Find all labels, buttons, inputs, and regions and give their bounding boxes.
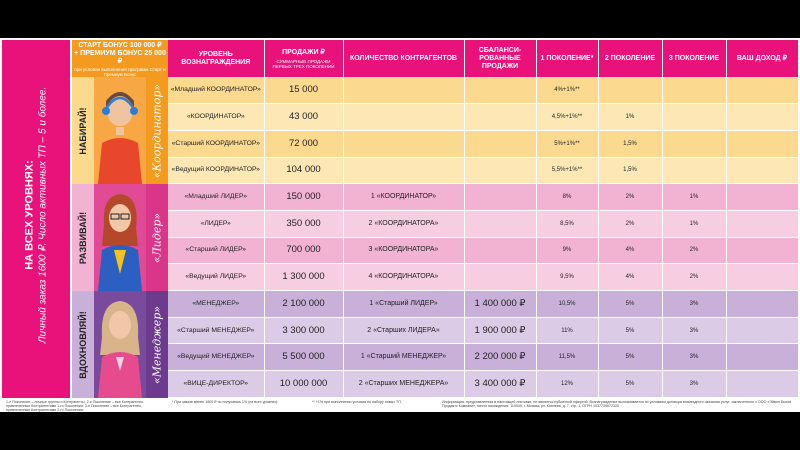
header-gen3: 3 ПОКОЛЕНИЕ	[662, 40, 726, 77]
footer-generations: 1-е Поколение – личные группы и Контрагенты. 2-е Поколение – все Контрагенты, привлеченные Контрагентами 1-го Поколения. 3-е Поколение – все Контрагенты, привлеченные Контрагентами 2-го Поколения.	[6, 400, 144, 412]
header-balanced: СБАЛАНСИ-РОВАННЫЕ ПРОДАЖИ	[464, 40, 536, 77]
gen2-cell: 5%	[598, 371, 662, 398]
banner-headline: НА ВСЕХ УРОВНЯХ:	[23, 160, 36, 270]
sales-cell: 350 000	[264, 210, 343, 237]
sales-cell: 15 000	[264, 77, 343, 104]
balanced-sales-cell	[464, 157, 536, 184]
gen3-cell	[662, 77, 726, 104]
gen2-cell: 4%	[598, 237, 662, 264]
tier-leader	[72, 184, 168, 291]
income-cell	[726, 344, 798, 371]
balanced-sales-cell	[464, 210, 536, 237]
balanced-sales-cell	[464, 264, 536, 291]
tier-action-label: РАЗВИВАЙ!	[72, 184, 94, 291]
contractors-cell	[343, 130, 464, 157]
gen3-cell: 3%	[662, 291, 726, 318]
start-bonus-label: СТАРТ БОНУС 100 000 ₽	[78, 42, 162, 49]
header-level: УРОВЕНЬ ВОЗНАГРАЖДЕНИЯ	[168, 40, 264, 77]
table-row	[168, 130, 798, 157]
sales-cell: 700 000	[264, 237, 343, 264]
gen3-cell: 1%	[662, 184, 726, 211]
sales-cell: 3 300 000	[264, 317, 343, 344]
table-row	[168, 237, 798, 264]
level-cell: «ЛИДЕР»	[168, 210, 264, 237]
gen3-cell: 1%	[662, 210, 726, 237]
income-cell	[726, 317, 798, 344]
promo-bonus-header	[72, 40, 168, 77]
level-cell: «Младший ЛИДЕР»	[168, 184, 264, 211]
income-cell	[726, 210, 798, 237]
level-cell: «Младший КООРДИНАТОР»	[168, 77, 264, 104]
gen1-cell: 5%+1%**	[536, 130, 598, 157]
gen3-cell: 2%	[662, 237, 726, 264]
gen3-cell	[662, 104, 726, 131]
level-cell: «Ведущий МЕНЕДЖЕР»	[168, 344, 264, 371]
gen2-cell: 1,5%	[598, 157, 662, 184]
income-cell	[726, 130, 798, 157]
level-cell: «КООРДИНАТОР»	[168, 104, 264, 131]
gen1-cell: 4,5%+1%**	[536, 104, 598, 131]
gen2-cell: 1%	[598, 104, 662, 131]
header-gen2: 2 ПОКОЛЕНИЕ	[598, 40, 662, 77]
balanced-sales-cell	[464, 237, 536, 264]
tier-script-label: «Координатор»	[146, 77, 168, 184]
contractors-cell	[343, 157, 464, 184]
income-cell	[726, 291, 798, 318]
table-row	[168, 264, 798, 291]
sales-cell: 43 000	[264, 104, 343, 131]
gen2-cell: 5%	[598, 344, 662, 371]
sales-cell: 72 000	[264, 130, 343, 157]
gen2-cell: 4%	[598, 264, 662, 291]
gen3-cell	[662, 157, 726, 184]
reward-table	[168, 40, 799, 398]
compensation-plan-sheet	[0, 38, 800, 412]
level-cell: «Старший ЛИДЕР»	[168, 237, 264, 264]
premium-bonus-label: + ПРЕМИУМ БОНУС 25 000 ₽	[74, 50, 166, 65]
gen2-cell: 1,5%	[598, 130, 662, 157]
gen2-cell: 5%	[598, 317, 662, 344]
gen1-cell: 4%+1%**	[536, 77, 598, 104]
table-row	[168, 291, 798, 318]
manager-photo	[94, 291, 146, 398]
sales-cell: 104 000	[264, 157, 343, 184]
table-row	[168, 77, 798, 104]
balanced-sales-cell	[464, 77, 536, 104]
contractors-cell: 1 «Старший МЕНЕДЖЕР»	[343, 344, 464, 371]
income-cell	[726, 237, 798, 264]
gen1-cell: 8,5%	[536, 210, 598, 237]
gen2-cell: 5%	[598, 291, 662, 318]
tier-action-label: ВДОХНОВЛЯЙ!	[72, 291, 94, 398]
promo-condition: при условии выполнения программ Старт и Премиум Бонус	[74, 67, 166, 77]
balanced-sales-cell	[464, 104, 536, 131]
tier-coordinator	[72, 77, 168, 184]
contractors-cell	[343, 77, 464, 104]
table-row	[168, 104, 798, 131]
level-cell: «Старший КООРДИНАТОР»	[168, 130, 264, 157]
contractors-cell: 1 «Старший ЛИДЕР»	[343, 291, 464, 318]
gen2-cell: 2%	[598, 210, 662, 237]
banner-condition: Личный заказ 1600 ₽. Число активных ТП – 5 и более.	[37, 86, 49, 344]
header-contractors: КОЛИЧЕСТВО КОНТРАГЕНТОВ	[343, 40, 464, 77]
sales-cell: 2 100 000	[264, 291, 343, 318]
level-cell: «Старший МЕНЕДЖЕР»	[168, 317, 264, 344]
tier-script-label: «Лидер»	[146, 184, 168, 291]
gen1-cell: 9%	[536, 237, 598, 264]
gen3-cell: 3%	[662, 317, 726, 344]
balanced-sales-cell: 1 400 000 ₽	[464, 291, 536, 318]
table-row	[168, 210, 798, 237]
balanced-sales-cell: 3 400 000 ₽	[464, 371, 536, 398]
income-cell	[726, 157, 798, 184]
sales-cell: 150 000	[264, 184, 343, 211]
header-sales	[264, 40, 343, 77]
contractors-cell: 1 «КООРДИНАТОР»	[343, 184, 464, 211]
header-sales-sub: СУММАРНЫЕ ПРОДАЖИ ПЕРВЫХ ТРЕХ ПОКОЛЕНИЙ	[272, 58, 335, 69]
sales-cell: 5 500 000	[264, 344, 343, 371]
level-cell: «Ведущий КООРДИНАТОР»	[168, 157, 264, 184]
footer-notes	[2, 398, 798, 412]
gen2-cell	[598, 77, 662, 104]
contractors-cell: 3 «КООРДИНАТОРА»	[343, 237, 464, 264]
gen1-cell: 11%	[536, 317, 598, 344]
income-cell	[726, 184, 798, 211]
header-income: ВАШ ДОХОД ₽	[726, 40, 798, 77]
income-cell	[726, 104, 798, 131]
table-header-row	[168, 40, 798, 77]
gen3-cell: 3%	[662, 344, 726, 371]
gen1-cell: 5,5%+1%**	[536, 157, 598, 184]
contractors-cell: 2 «Старших ЛИДЕРА»	[343, 317, 464, 344]
header-sales-label: ПРОДАЖИ ₽	[282, 48, 325, 56]
gen1-cell: 8%	[536, 184, 598, 211]
table-row	[168, 317, 798, 344]
level-cell: «МЕНЕДЖЕР»	[168, 291, 264, 318]
balanced-sales-cell	[464, 184, 536, 211]
banner-text	[24, 87, 49, 343]
balanced-sales-cell: 1 900 000 ₽	[464, 317, 536, 344]
gen1-cell: 9,5%	[536, 264, 598, 291]
gen2-cell: 2%	[598, 184, 662, 211]
footer-note-2: ** +1% при выполнении условия по набору новых ТП.	[312, 400, 402, 404]
contractors-cell	[343, 104, 464, 131]
contractors-cell: 2 «Старших МЕНЕДЖЕРА»	[343, 371, 464, 398]
sales-cell: 1 300 000	[264, 264, 343, 291]
balanced-sales-cell: 2 200 000 ₽	[464, 344, 536, 371]
balanced-sales-cell	[464, 130, 536, 157]
footer-disclaimer: Информация, представленная в настоящей листовке, не является публичной офертой. Вознаграждение выплачивается по условиям договора возмездного оказания услуг, заключенного с ООО «Эйвон Бьюти Продактс Компани», место нахождения: 119049, г. Москва, ул. Коннева, д. 7, стр. 1, ОГРН 1037739672320	[442, 400, 792, 408]
table-row	[168, 184, 798, 211]
coordinator-photo	[94, 77, 146, 184]
gen1-cell: 10,5%	[536, 291, 598, 318]
sales-cell: 10 000 000	[264, 371, 343, 398]
table-row	[168, 371, 798, 398]
table-row	[168, 344, 798, 371]
gen3-cell: 2%	[662, 264, 726, 291]
tier-script-label: «Менеджер»	[146, 291, 168, 398]
income-cell	[726, 264, 798, 291]
level-cell: «ВИЦЕ-ДИРЕКТОР»	[168, 371, 264, 398]
footer-note-1: * При заказе менее 1600 ₽ по получаешь 1% (на всех уровнях).	[172, 400, 279, 404]
tier-manager	[72, 291, 168, 398]
gen1-cell: 11,5%	[536, 344, 598, 371]
gen1-cell: 12%	[536, 371, 598, 398]
table-row	[168, 157, 798, 184]
left-banner	[2, 40, 70, 398]
leader-photo	[94, 184, 146, 291]
income-cell	[726, 371, 798, 398]
income-cell	[726, 77, 798, 104]
contractors-cell: 4 «КООРДИНАТОРА»	[343, 264, 464, 291]
gen3-cell	[662, 130, 726, 157]
gen3-cell: 3%	[662, 371, 726, 398]
contractors-cell: 2 «КООРДИНАТОРА»	[343, 210, 464, 237]
tier-action-label: НАБИРАЙ!	[72, 77, 94, 184]
header-gen1: 1 ПОКОЛЕНИЕ*	[536, 40, 598, 77]
level-cell: «Ведущий ЛИДЕР»	[168, 264, 264, 291]
